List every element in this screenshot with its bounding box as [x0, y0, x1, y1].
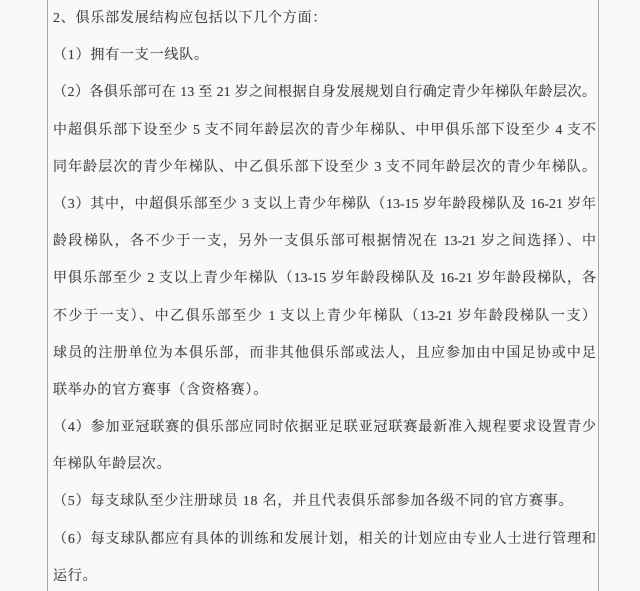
text-line-item-2: （2）各俱乐部可在 13 至 21 岁之间根据自身发展规划自行确定青少年梯队年龄层次。 [53, 85, 596, 101]
table-border-left-line [47, 0, 48, 591]
text-line-item-4: （4）参加亚冠联赛的俱乐部应同时依据亚足联亚冠联赛最新准入规程要求设置青少 [53, 420, 596, 436]
text-line-item-2-cont-1: 中超俱乐部下设至少 5 支不同年龄层次的青少年梯队、中甲俱乐部下设至少 4 支不 [53, 122, 596, 138]
text-line-item-1: （1）拥有一支一线队。 [53, 48, 209, 64]
text-line-item-2-cont-2: 同年龄层次的青少年梯队、中乙俱乐部下设至少 3 支不同年龄层次的青少年梯队。 [53, 159, 596, 175]
text-line-item-3-cont-5: 联举办的官方赛事（含资格赛）。 [53, 382, 268, 398]
text-line-item-3: （3）其中，中超俱乐部至少 3 支以上青少年梯队（13-15 岁年龄段梯队及 16-21 岁年 [53, 196, 596, 212]
text-line-item-3-cont-2: 甲俱乐部至少 2 支以上青少年梯队（13-15 岁年龄段梯队及 16-21 岁年龄段梯队，各 [53, 271, 596, 287]
text-line-item-3-cont-1: 龄段梯队，各不少于一支，另外一支俱乐部可根据情况在 13-21 岁之间选择）、中 [53, 234, 596, 250]
text-line-item-6: （6）每支球队都应有具体的训练和发展计划，相关的计划应由专业人士进行管理和 [53, 531, 596, 547]
table-border-right-line [598, 0, 599, 591]
text-line-item-3-cont-3: 不少于一支）、中乙俱乐部至少 1 支以上青少年梯队（13-21 岁年龄段梯队一支） [53, 308, 596, 324]
text-line-item-4-cont-1: 年梯队年龄层次。 [53, 457, 172, 473]
text-line-item-3-cont-4: 球员的注册单位为本俱乐部，而非其他俱乐部或法人，且应参加由中国足协或中足 [53, 345, 596, 361]
text-line-item-6-cont-1: 运行。 [53, 568, 98, 584]
text-line-item-5: （5）每支球队至少注册球员 18 名，并且代表俱乐部参加各级不同的官方赛事。 [53, 494, 574, 510]
document-text-block [53, 0, 596, 591]
text-line-section-heading: 2、俱乐部发展结构应包括以下几个方面： [53, 11, 328, 26]
